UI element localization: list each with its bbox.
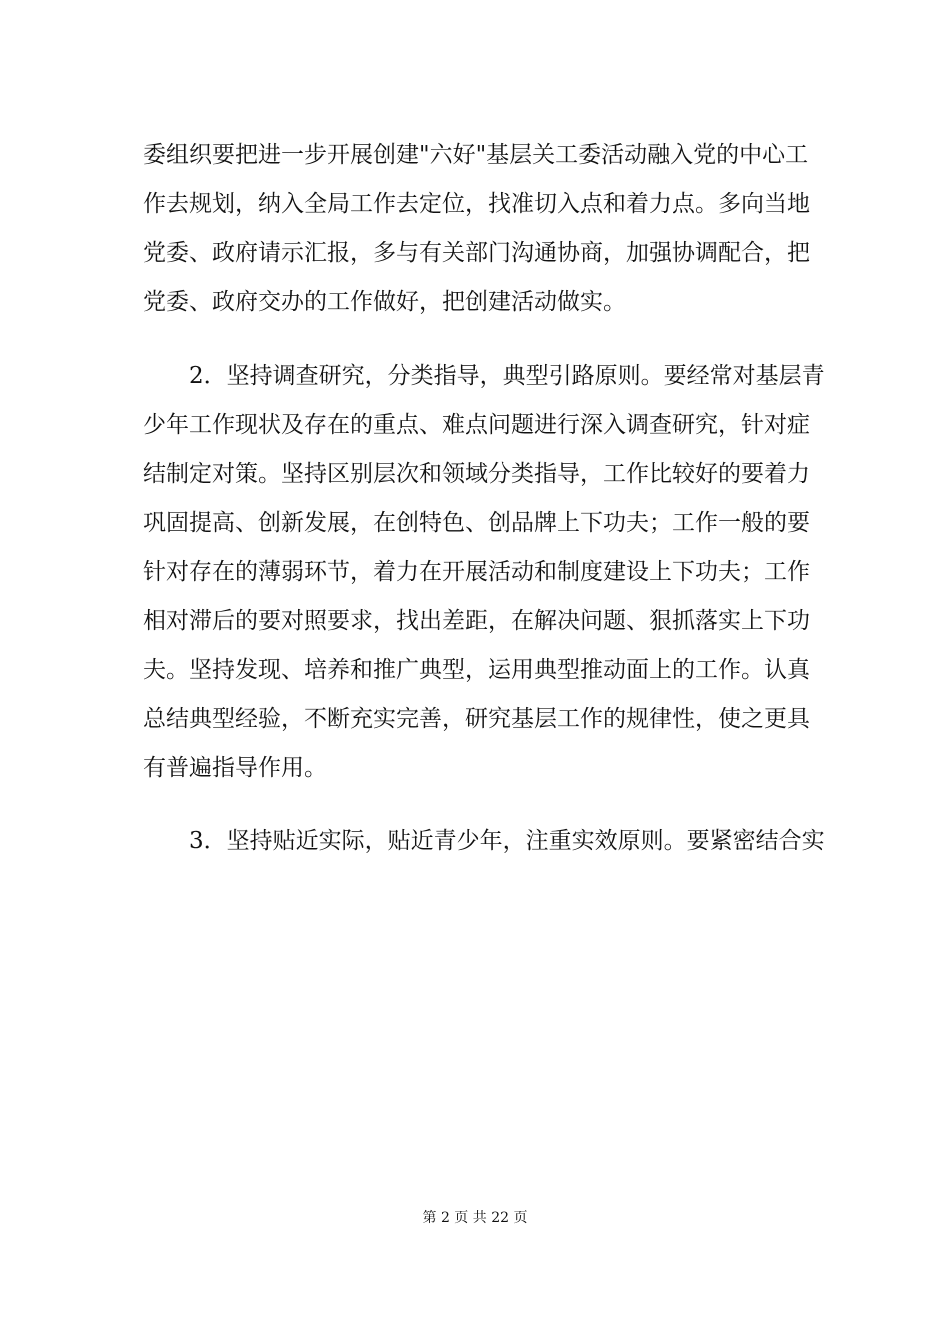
text-line: 针对存在的薄弱环节，着力在开展活动和制度建设上下功夫；工作 [143,558,810,585]
text-line: 2．坚持调查研究，分类指导，典型引路原则。要经常对基层青 [189,362,825,389]
page-body [143,131,825,866]
text-line: 党委、政府请示汇报，多与有关部门沟通协商，加强协调配合，把 [143,240,810,266]
text-line: 夫。坚持发现、培养和推广典型，运用典型推动面上的工作。认真 [143,656,810,683]
text-line: 总结典型经验，不断充实完善，研究基层工作的规律性，使之更具 [143,705,810,732]
text-line: 党委、政府交办的工作做好，把创建活动做实。 [143,289,626,315]
page-footer: 第 2 页 共 22 页 [422,1210,528,1226]
text-line: 结制定对策。坚持区别层次和领域分类指导，工作比较好的要着力 [143,460,810,487]
paragraph-1 [143,131,810,327]
text-line: 巩固提高、创新发展，在创特色、创品牌上下功夫；工作一般的要 [143,509,810,536]
paragraph-3 [143,817,825,866]
paragraph-gap [143,327,806,352]
paragraph-gap [143,793,806,818]
text-line: 3．坚持贴近实际，贴近青少年，注重实效原则。要紧密结合实 [189,828,825,854]
text-line: 相对滞后的要对照要求，找出差距，在解决问题、狠抓落实上下功 [143,607,810,634]
text-line: 少年工作现状及存在的重点、难点问题进行深入调查研究，针对症 [143,411,810,438]
paragraph-2 [143,352,825,793]
text-line: 作去规划，纳入全局工作去定位，找准切入点和着力点。多向当地 [143,191,810,217]
text-line: 有普遍指导作用。 [143,754,327,781]
text-line: 委组织要把进一步开展创建"六好"基层关工委活动融入党的中心工 [143,142,809,168]
